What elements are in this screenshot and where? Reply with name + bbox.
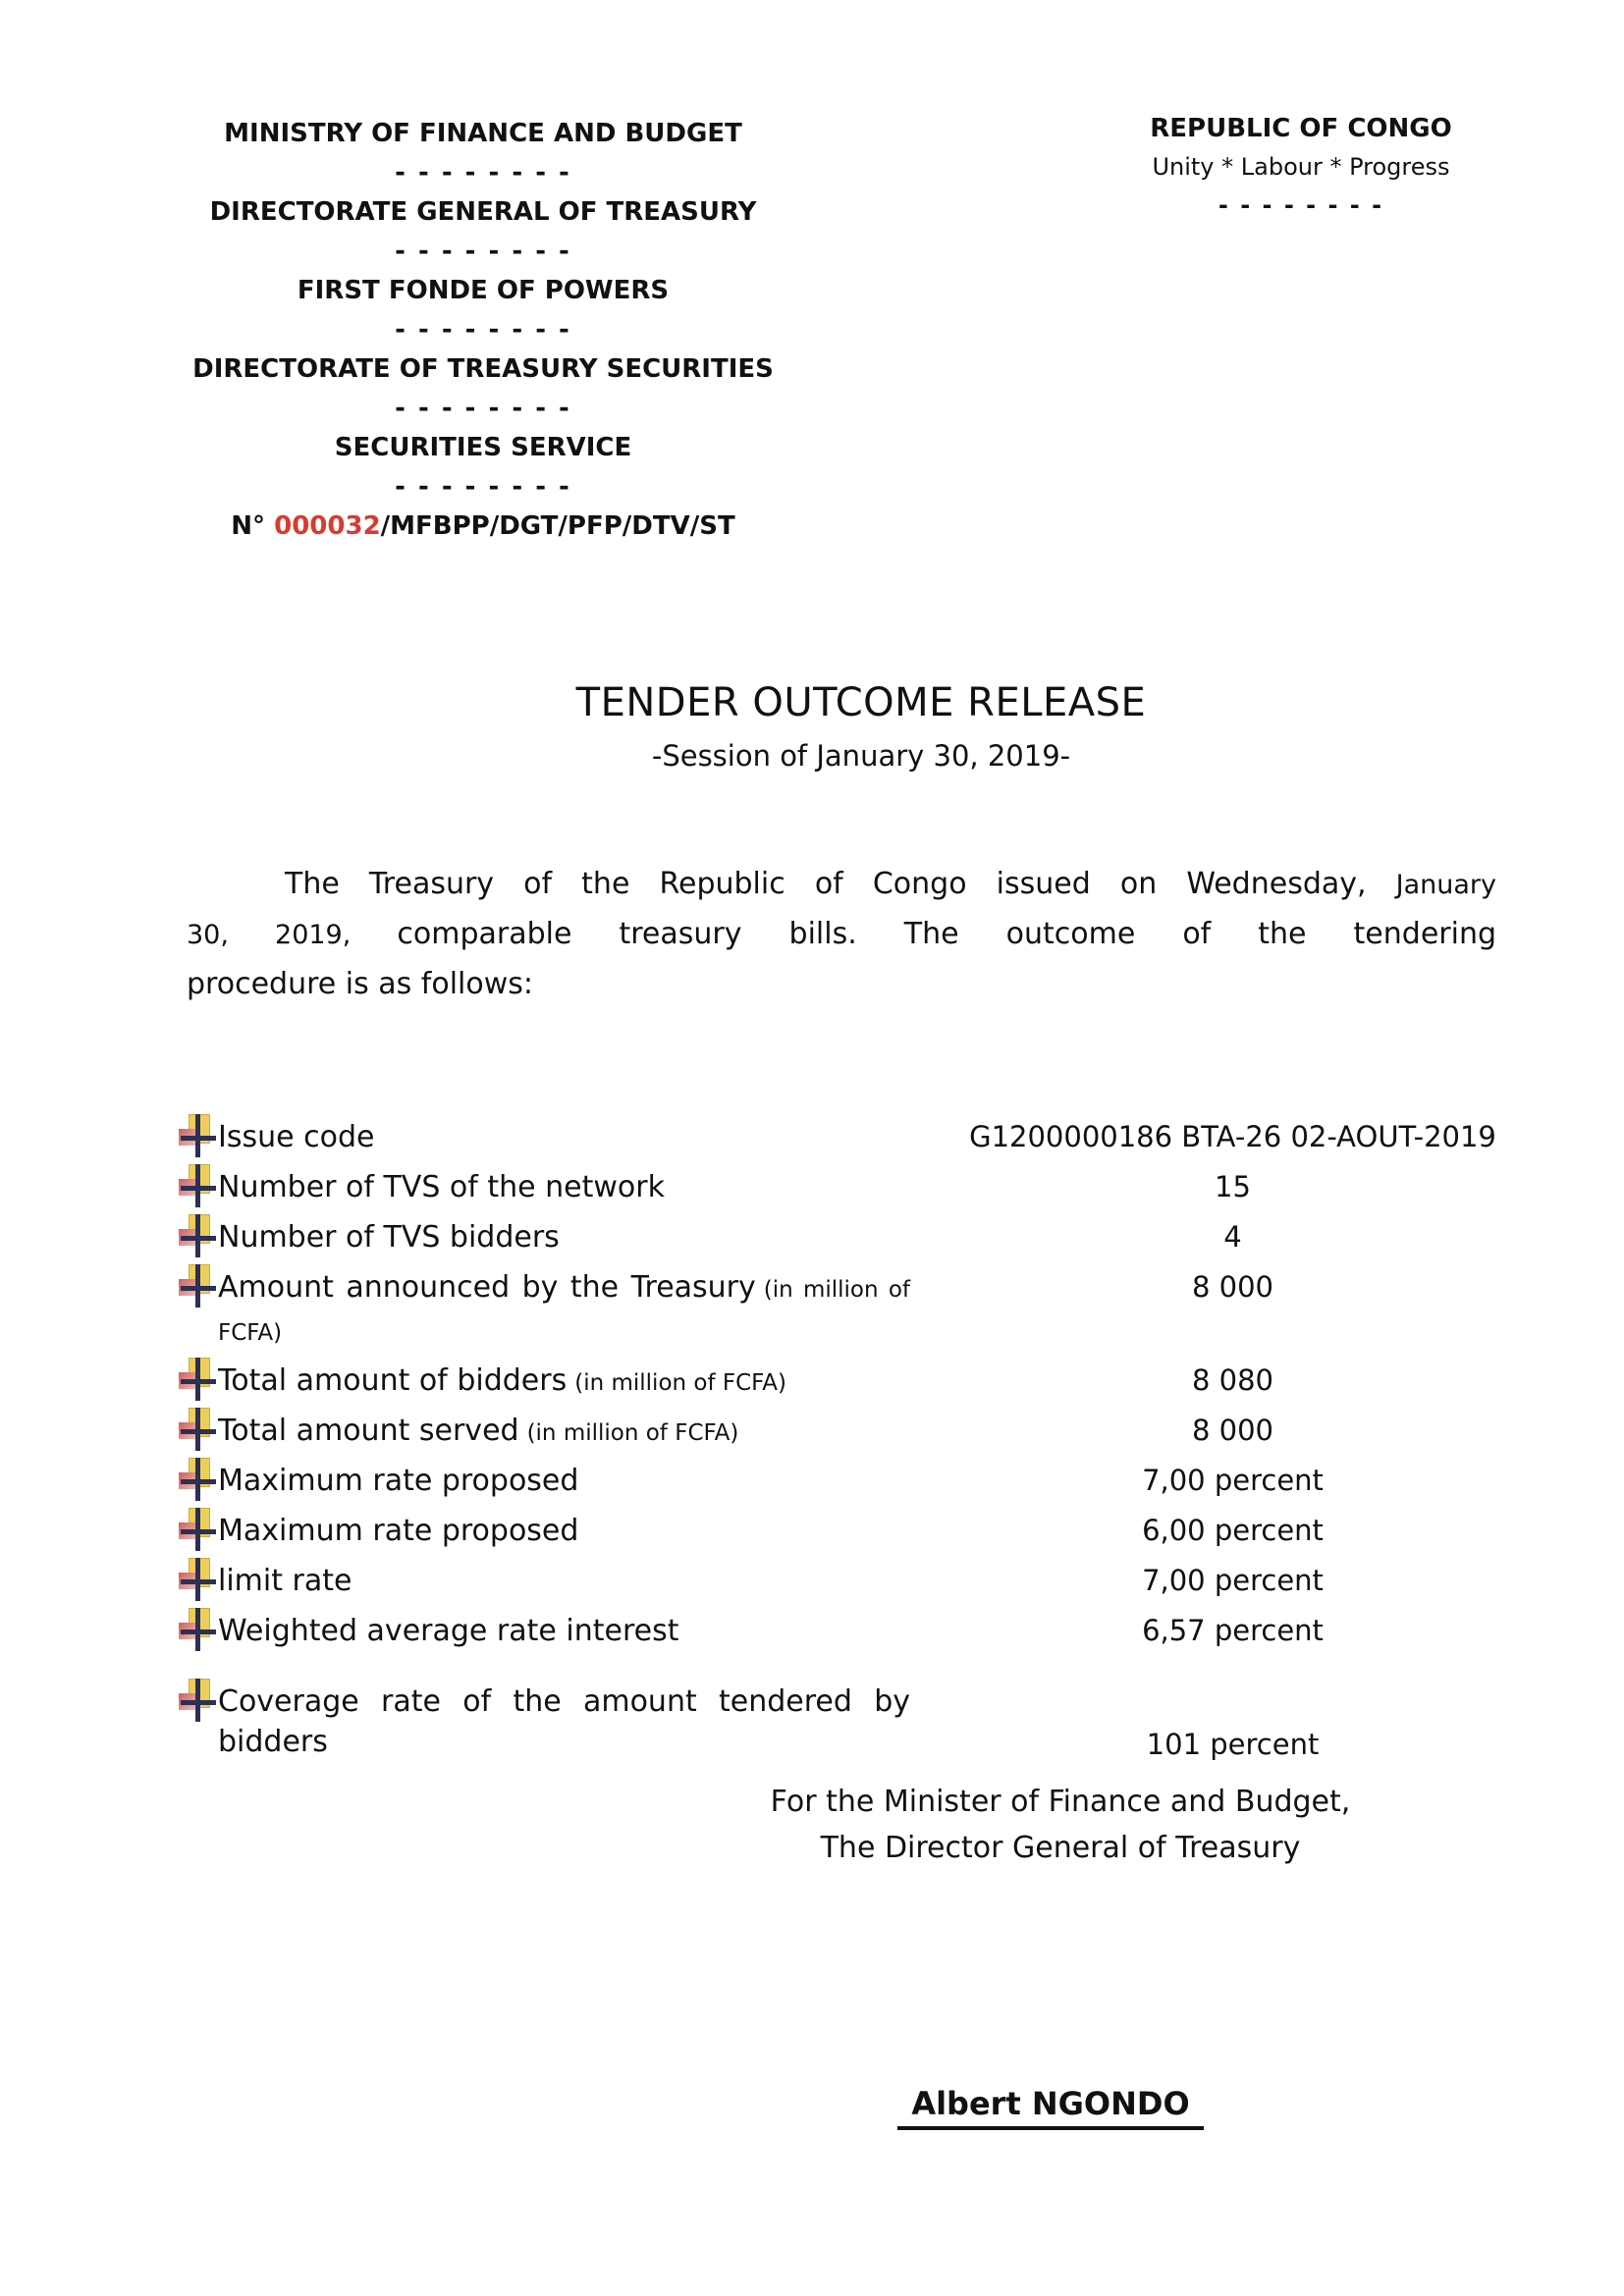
signatory-name-block — [746, 2085, 1355, 2130]
ministry-line: MINISTRY OF FINANCE AND BUDGET — [224, 119, 742, 148]
item-value: 15 — [1215, 1170, 1251, 1203]
directorate-general-line: DIRECTORATE GENERAL OF TREASURY — [209, 197, 757, 227]
list-item — [218, 1167, 1496, 1210]
item-label-text: Total amount of bidders — [218, 1363, 568, 1398]
plus-bullet-icon — [179, 1458, 216, 1503]
item-label — [218, 1117, 910, 1160]
plus-bullet-icon — [179, 1679, 216, 1724]
item-label-text: Total amount served — [218, 1414, 519, 1448]
item-value: 8 000 — [1191, 1414, 1274, 1447]
item-label-text: Coverage rate of the amount tendered by bidders — [218, 1684, 910, 1759]
list-item — [218, 1561, 1496, 1604]
item-value: G1200000186 BTA-26 02-AOUT-2019 — [969, 1120, 1496, 1153]
item-label — [218, 1682, 910, 1765]
item-label-text: Amount announced by the Treasury — [218, 1270, 756, 1305]
paragraph-line-1 — [187, 860, 1496, 910]
item-label-text: Number of TVS bidders — [218, 1220, 560, 1255]
item-label-text: Maximum rate proposed — [218, 1464, 579, 1498]
header-left-block — [149, 114, 817, 546]
list-item — [218, 1361, 1496, 1404]
item-value: 8 000 — [1191, 1270, 1274, 1304]
plus-bullet-icon — [179, 1164, 216, 1209]
list-item — [218, 1461, 1496, 1504]
dash-separator: - - - - - - - - — [395, 394, 571, 423]
item-label — [218, 1611, 910, 1654]
item-value: 7,00 percent — [1142, 1464, 1324, 1497]
list-item — [218, 1217, 1496, 1260]
list-item — [218, 1267, 1496, 1354]
item-label-text: limit rate — [218, 1564, 352, 1598]
item-label — [218, 1217, 910, 1260]
results-list — [218, 1117, 1496, 1772]
reference-number: 000032 — [274, 511, 381, 541]
header-right-block — [1041, 110, 1561, 225]
securities-service-line: SECURITIES SERVICE — [334, 433, 632, 462]
item-value: 101 percent — [1146, 1728, 1320, 1761]
session-subtitle: -Session of January 30, 2019- — [651, 739, 1071, 773]
item-label — [218, 1561, 910, 1604]
item-label-text: Number of TVS of the network — [218, 1170, 665, 1204]
item-value: 6,57 percent — [1142, 1614, 1324, 1647]
title-block — [206, 679, 1516, 775]
intro-paragraph — [187, 860, 1496, 1009]
reference-prefix: N° — [231, 511, 275, 541]
plus-bullet-icon — [179, 1114, 216, 1159]
list-item — [218, 1411, 1496, 1454]
paragraph-line-3: procedure is as follows: — [187, 967, 534, 1001]
item-note: (in million of FCFA) — [574, 1370, 787, 1396]
item-value: 4 — [1223, 1220, 1242, 1254]
signature-block — [609, 1779, 1512, 1871]
item-label — [218, 1167, 910, 1210]
national-motto: Unity * Labour * Progress — [1152, 153, 1450, 181]
item-label — [218, 1511, 910, 1554]
list-item — [218, 1611, 1496, 1654]
item-note: (in million of FCFA) — [218, 1277, 910, 1346]
plus-bullet-icon — [179, 1264, 216, 1309]
item-label-text: Issue code — [218, 1120, 375, 1154]
dash-separator: - - - - - - - - — [395, 472, 571, 502]
paragraph-text: comparable treasury bills. The outcome of the tendering — [397, 917, 1496, 951]
first-fonde-line: FIRST FONDE OF POWERS — [297, 276, 670, 305]
item-note: (in million of FCFA) — [526, 1420, 739, 1446]
item-label — [218, 1461, 910, 1504]
directorate-securities-line: DIRECTORATE OF TREASURY SECURITIES — [192, 354, 774, 384]
plus-bullet-icon — [179, 1508, 216, 1553]
item-value: 7,00 percent — [1142, 1564, 1324, 1597]
list-item — [218, 1117, 1496, 1160]
dash-separator: - - - - - - - - — [395, 315, 571, 345]
plus-bullet-icon — [179, 1608, 216, 1653]
signatory-name: Albert NGONDO — [897, 2085, 1203, 2130]
paragraph-date-part: 30, 2019, — [187, 920, 398, 950]
item-label — [218, 1411, 910, 1454]
dash-separator: - - - - - - - - — [1218, 191, 1384, 219]
plus-bullet-icon — [179, 1214, 216, 1259]
paragraph-date-part: January — [1395, 870, 1496, 900]
plus-bullet-icon — [179, 1358, 216, 1403]
signature-line-2: The Director General of Treasury — [820, 1831, 1301, 1865]
dash-separator: - - - - - - - - — [395, 158, 571, 187]
signature-line-1: For the Minister of Finance and Budget, — [770, 1785, 1351, 1819]
reference-suffix: /MFBPP/DGT/PFP/DTV/ST — [380, 511, 735, 541]
document-title: TENDER OUTCOME RELEASE — [575, 680, 1147, 725]
paragraph-line-2 — [187, 910, 1496, 960]
item-label-text: Maximum rate proposed — [218, 1514, 579, 1548]
item-value: 8 080 — [1191, 1363, 1274, 1397]
plus-bullet-icon — [179, 1408, 216, 1453]
item-value: 6,00 percent — [1142, 1514, 1324, 1547]
item-label — [218, 1267, 910, 1354]
dash-separator: - - - - - - - - — [395, 237, 571, 266]
item-label-text: Weighted average rate interest — [218, 1614, 679, 1648]
country-name: REPUBLIC OF CONGO — [1150, 114, 1452, 143]
reference-number-line — [149, 507, 817, 546]
list-item — [218, 1682, 1496, 1765]
list-item — [218, 1511, 1496, 1554]
plus-bullet-icon — [179, 1558, 216, 1603]
paragraph-text: The Treasury of the Republic of Congo issued on Wednesday, — [285, 867, 1396, 901]
item-label — [218, 1361, 910, 1404]
